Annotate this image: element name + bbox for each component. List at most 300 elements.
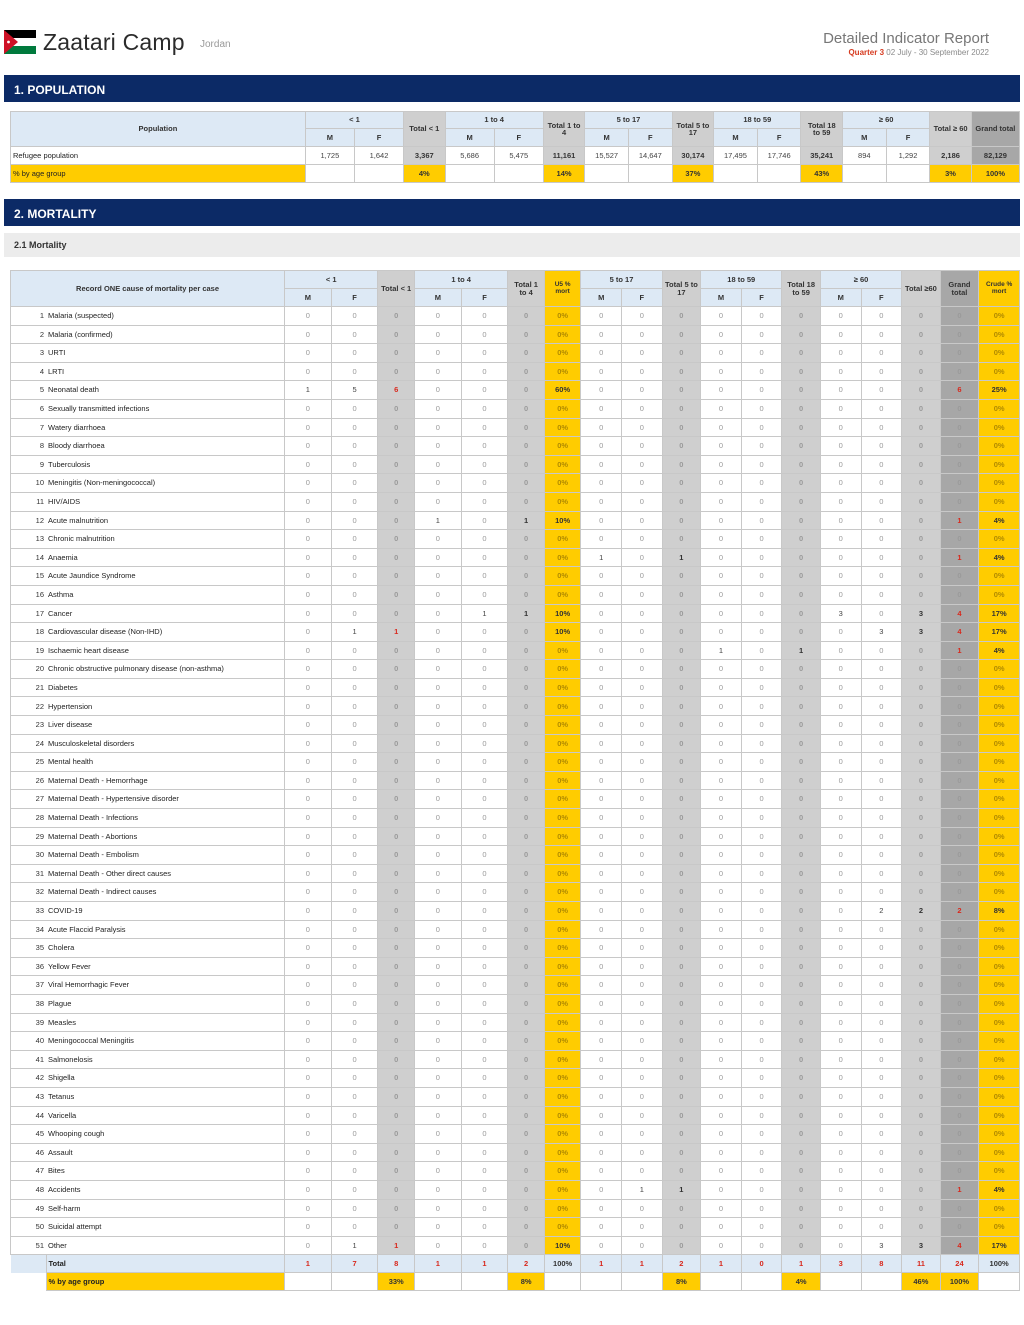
- cell: 0: [902, 307, 941, 326]
- mortality-row: [11, 641, 1020, 660]
- cell: 0: [508, 325, 545, 344]
- cell: 0: [331, 585, 378, 604]
- cell: 0: [741, 1032, 782, 1051]
- row-number: 8: [11, 437, 47, 456]
- cell: 0: [902, 511, 941, 530]
- cell: 0: [902, 1199, 941, 1218]
- row-number: 39: [11, 1013, 47, 1032]
- cause-label: Varicella: [46, 1106, 285, 1125]
- cell: 0: [581, 1106, 622, 1125]
- cell: 0: [378, 492, 415, 511]
- cell: 0: [378, 697, 415, 716]
- cell: 0%: [544, 716, 581, 735]
- cell: 0: [662, 344, 701, 363]
- cell: 0: [331, 920, 378, 939]
- cell: 0: [414, 771, 461, 790]
- cell: 0: [820, 1050, 861, 1069]
- cell: 0: [285, 1013, 332, 1032]
- cell: 0: [940, 994, 979, 1013]
- cell: 0: [378, 1032, 415, 1051]
- cell: 0: [285, 418, 332, 437]
- cell: 0: [861, 734, 902, 753]
- cell: 0: [378, 344, 415, 363]
- cell: 0: [741, 994, 782, 1013]
- cell: 0: [508, 474, 545, 493]
- cell: 0: [414, 1013, 461, 1032]
- row-number: 10: [11, 474, 47, 493]
- cell: 0: [782, 753, 821, 772]
- cell: 0: [622, 864, 663, 883]
- cell: 0: [701, 344, 742, 363]
- cell: 0: [414, 678, 461, 697]
- cell: 0: [820, 511, 861, 530]
- cell: 0: [701, 827, 742, 846]
- cell: 0: [461, 1143, 508, 1162]
- cell: 0: [581, 697, 622, 716]
- cell: 0: [662, 902, 701, 921]
- cell: [11, 1273, 47, 1291]
- cell: 0: [378, 864, 415, 883]
- cause-label: Liver disease: [46, 716, 285, 735]
- cell: 3: [820, 604, 861, 623]
- cause-label: Accidents: [46, 1180, 285, 1199]
- cell: 0: [902, 827, 941, 846]
- cell: 0: [414, 641, 461, 660]
- cell: 0%: [979, 1013, 1020, 1032]
- cell: 0: [741, 399, 782, 418]
- cell: 0%: [979, 883, 1020, 902]
- cell: 0: [461, 716, 508, 735]
- mortality-row: [11, 437, 1020, 456]
- cell: 0: [940, 1050, 979, 1069]
- cell: 0: [741, 1162, 782, 1181]
- cell: 2: [940, 902, 979, 921]
- cell: 0: [581, 418, 622, 437]
- cell: 0: [285, 994, 332, 1013]
- cell: 0%: [544, 976, 581, 995]
- cell: 0: [701, 716, 742, 735]
- cell: 0: [741, 976, 782, 995]
- cell: 0: [508, 585, 545, 604]
- cell: 0: [581, 362, 622, 381]
- cell: 0: [285, 902, 332, 921]
- cell: 0: [414, 362, 461, 381]
- cell: 0: [461, 344, 508, 363]
- cell: 0: [782, 474, 821, 493]
- cell: 0: [414, 920, 461, 939]
- cause-label: Meningococcal Meningitis: [46, 1032, 285, 1051]
- cell: 0: [461, 1125, 508, 1144]
- cell: 0: [378, 455, 415, 474]
- pop-col-m: M: [842, 129, 886, 147]
- cell: 0: [902, 474, 941, 493]
- cell: 0: [861, 362, 902, 381]
- cell: 0: [940, 771, 979, 790]
- cell: 0: [861, 864, 902, 883]
- mortality-row: [11, 1180, 1020, 1199]
- cell: 0: [940, 1106, 979, 1125]
- cell: 0: [902, 994, 941, 1013]
- cell: 0%: [979, 1199, 1020, 1218]
- cell: 0: [414, 399, 461, 418]
- cell: 0: [662, 1143, 701, 1162]
- cell: 0: [902, 790, 941, 809]
- cause-label: Meningitis (Non-meningococcal): [46, 474, 285, 493]
- cell: 0: [461, 902, 508, 921]
- cell: 0: [701, 437, 742, 456]
- mortality-row: [11, 399, 1020, 418]
- cell: 0: [414, 325, 461, 344]
- cell: 8: [861, 1255, 902, 1273]
- cell: 0: [662, 846, 701, 865]
- cell: 0: [861, 381, 902, 400]
- cell: 0: [581, 1050, 622, 1069]
- cell: 0: [285, 1199, 332, 1218]
- pop-col-gte60: ≥ 60: [842, 112, 929, 129]
- cell: 5: [331, 381, 378, 400]
- row-number: 12: [11, 511, 47, 530]
- cell: 0: [782, 1050, 821, 1069]
- cell: 0: [414, 976, 461, 995]
- cell: 0: [902, 362, 941, 381]
- cause-label: Yellow Fever: [46, 957, 285, 976]
- mort-col-total-gte60: Total ≥60: [902, 271, 941, 307]
- cell: 0: [622, 678, 663, 697]
- cell: 0: [820, 771, 861, 790]
- mortality-row: [11, 455, 1020, 474]
- cell: 0: [285, 1032, 332, 1051]
- cell: 0%: [544, 864, 581, 883]
- cause-label: Self-harm: [46, 1199, 285, 1218]
- mortality-row: [11, 381, 1020, 400]
- cell: 0: [461, 1199, 508, 1218]
- cell: 11: [902, 1255, 941, 1273]
- cell: 0: [581, 344, 622, 363]
- cause-label: Acute Flaccid Paralysis: [46, 920, 285, 939]
- cell: 0: [701, 939, 742, 958]
- cell: 0: [940, 1069, 979, 1088]
- cell: 0: [861, 939, 902, 958]
- cell: 0: [622, 474, 663, 493]
- cell: 0: [331, 753, 378, 772]
- cause-label: Maternal Death - Infections: [46, 809, 285, 828]
- cell: 0: [414, 846, 461, 865]
- cell: 0: [861, 474, 902, 493]
- cell: 0: [782, 623, 821, 642]
- mortality-pct-row: [11, 1273, 1020, 1291]
- cell: 0: [902, 1180, 941, 1199]
- cell: 0: [782, 381, 821, 400]
- cell: 0: [622, 939, 663, 958]
- cell: 0: [782, 994, 821, 1013]
- pop-col-f: F: [886, 129, 930, 147]
- cell: 0: [581, 1199, 622, 1218]
- cell: 0: [782, 1162, 821, 1181]
- cell: 0: [902, 548, 941, 567]
- row-number: 42: [11, 1069, 47, 1088]
- cell: 7: [331, 1255, 378, 1273]
- cell: 0: [662, 381, 701, 400]
- mortality-row: [11, 1162, 1020, 1181]
- pop-col-total-5to17: Total 5 to 17: [672, 112, 713, 147]
- cell: 0: [701, 976, 742, 995]
- cell: 0: [782, 716, 821, 735]
- pop-col-f: F: [628, 129, 672, 147]
- cell: 0: [331, 511, 378, 530]
- cell: 0: [820, 883, 861, 902]
- cell: 0: [782, 530, 821, 549]
- cell: 0: [782, 567, 821, 586]
- cell: 0: [285, 753, 332, 772]
- mortality-row: [11, 1143, 1020, 1162]
- cell: 0: [285, 678, 332, 697]
- cell: 0: [622, 344, 663, 363]
- cell: 0: [701, 864, 742, 883]
- cell: 0: [508, 883, 545, 902]
- cell: 0: [662, 753, 701, 772]
- row-number: 38: [11, 994, 47, 1013]
- cell: 0: [622, 381, 663, 400]
- cell: 14,647: [628, 147, 672, 165]
- cell: 0: [741, 771, 782, 790]
- cell: 0%: [544, 492, 581, 511]
- cell: 0: [285, 1218, 332, 1237]
- mortality-row: [11, 771, 1020, 790]
- mortality-row: [11, 902, 1020, 921]
- row-number: 34: [11, 920, 47, 939]
- cell: 0: [622, 511, 663, 530]
- cell: 0: [414, 604, 461, 623]
- cell: 10%: [544, 511, 581, 530]
- cell: 0: [940, 1162, 979, 1181]
- cell: 0: [782, 1032, 821, 1051]
- cell: 0: [741, 437, 782, 456]
- cause-label: Cholera: [46, 939, 285, 958]
- cell: 0%: [979, 771, 1020, 790]
- cell: 0: [622, 623, 663, 642]
- cell: 1: [581, 548, 622, 567]
- cell: 0: [378, 827, 415, 846]
- cell: [585, 165, 629, 183]
- cell: 0%: [544, 1125, 581, 1144]
- cell: 17%: [979, 1236, 1020, 1255]
- cell: 0: [378, 1050, 415, 1069]
- cell: 1: [461, 1255, 508, 1273]
- cell: 0: [331, 809, 378, 828]
- cell: 3: [861, 1236, 902, 1255]
- row-number: 45: [11, 1125, 47, 1144]
- cell: 0: [861, 1162, 902, 1181]
- cell: 0: [331, 399, 378, 418]
- cell: 0: [581, 641, 622, 660]
- cause-label: Plague: [46, 994, 285, 1013]
- cell: 0: [622, 827, 663, 846]
- cell: [544, 1273, 581, 1291]
- cell: 0: [940, 753, 979, 772]
- cell: 0%: [979, 1050, 1020, 1069]
- mortality-row: [11, 827, 1020, 846]
- cell: 0: [378, 307, 415, 326]
- cell: 0: [701, 1032, 742, 1051]
- cell: 0: [741, 1236, 782, 1255]
- cell: 0: [782, 1087, 821, 1106]
- row-number: 35: [11, 939, 47, 958]
- mortality-row: [11, 957, 1020, 976]
- pop-col-m: M: [714, 129, 758, 147]
- cell: 4: [940, 623, 979, 642]
- cell: 0: [861, 307, 902, 326]
- cell: 0: [940, 455, 979, 474]
- cell: 0: [902, 957, 941, 976]
- cell: 0: [508, 1069, 545, 1088]
- cell: 0: [378, 1199, 415, 1218]
- mortality-row: [11, 883, 1020, 902]
- cell: 0: [414, 1106, 461, 1125]
- cell: [714, 165, 758, 183]
- cell: 0: [414, 697, 461, 716]
- cell: 0: [820, 809, 861, 828]
- row-number: 46: [11, 1143, 47, 1162]
- cell: 0: [820, 474, 861, 493]
- pop-col-total-1to4: Total 1 to 4: [543, 112, 584, 147]
- cell: 0: [508, 957, 545, 976]
- cell: 0: [902, 530, 941, 549]
- cell: 0: [701, 381, 742, 400]
- cell: 0: [414, 623, 461, 642]
- cell: 3: [820, 1255, 861, 1273]
- cell: 0: [741, 697, 782, 716]
- cell: 0: [820, 381, 861, 400]
- cell: 0: [820, 1069, 861, 1088]
- cell: 0: [902, 455, 941, 474]
- cell: 0: [331, 567, 378, 586]
- cell: 0: [414, 1218, 461, 1237]
- mortality-row: [11, 1218, 1020, 1237]
- cell: 0: [741, 362, 782, 381]
- cause-label: Chronic malnutrition: [46, 530, 285, 549]
- cell: 0: [701, 567, 742, 586]
- row-number: 2: [11, 325, 47, 344]
- cell: 0: [508, 902, 545, 921]
- cell: 0: [782, 697, 821, 716]
- cause-label: Maternal Death - Abortions: [46, 827, 285, 846]
- cell: 0: [581, 437, 622, 456]
- cell: 0: [782, 604, 821, 623]
- cell: 0: [741, 734, 782, 753]
- cell: 10%: [544, 604, 581, 623]
- cell: 0: [940, 809, 979, 828]
- cell: 0: [508, 976, 545, 995]
- cell: 0: [581, 1069, 622, 1088]
- cell: 0: [461, 1032, 508, 1051]
- cause-label: Measles: [46, 1013, 285, 1032]
- cell: 0: [701, 1162, 742, 1181]
- cell: 0: [902, 641, 941, 660]
- cell: 0: [902, 399, 941, 418]
- cell: 0: [902, 437, 941, 456]
- cell: 0: [741, 1255, 782, 1273]
- cell: 0: [378, 548, 415, 567]
- cell: 0: [414, 418, 461, 437]
- cell: 0: [331, 641, 378, 660]
- cell: 0: [622, 846, 663, 865]
- cell: 0: [378, 641, 415, 660]
- cell: 0%: [544, 697, 581, 716]
- cell: 0: [414, 734, 461, 753]
- cell: 0: [741, 957, 782, 976]
- cell: 0: [782, 399, 821, 418]
- cell: 0: [581, 492, 622, 511]
- cell: 0: [285, 399, 332, 418]
- cause-label: Acute malnutrition: [46, 511, 285, 530]
- cell: 0: [461, 1218, 508, 1237]
- cell: 0: [782, 846, 821, 865]
- cell: 1,292: [886, 147, 930, 165]
- mortality-row: [11, 362, 1020, 381]
- cell: 0: [820, 902, 861, 921]
- cell: 0: [940, 399, 979, 418]
- cell: 0: [622, 883, 663, 902]
- cell: 0: [581, 1218, 622, 1237]
- cell: 0: [940, 827, 979, 846]
- cell: 0: [861, 1032, 902, 1051]
- row-number: 44: [11, 1106, 47, 1125]
- mortality-row: [11, 1013, 1020, 1032]
- cell: 0: [461, 418, 508, 437]
- cell: 0: [701, 1199, 742, 1218]
- row-number: 47: [11, 1162, 47, 1181]
- cell: 0: [662, 883, 701, 902]
- cell: 0: [940, 697, 979, 716]
- cell: 0: [414, 1143, 461, 1162]
- cell: 0: [581, 920, 622, 939]
- cause-label: Asthma: [46, 585, 285, 604]
- cell: 0: [701, 325, 742, 344]
- cell: 0: [285, 697, 332, 716]
- cell: 0: [940, 976, 979, 995]
- cell: 0: [902, 864, 941, 883]
- cause-label: Bites: [46, 1162, 285, 1181]
- cell: 0%: [544, 418, 581, 437]
- cell: 0: [461, 957, 508, 976]
- cell: 0: [662, 1032, 701, 1051]
- cell: 0: [581, 511, 622, 530]
- mortality-row: [11, 1199, 1020, 1218]
- cell: 0: [741, 567, 782, 586]
- cell: 1: [331, 1236, 378, 1255]
- cell: 0: [285, 827, 332, 846]
- cell: 0: [581, 307, 622, 326]
- cell: 0: [581, 864, 622, 883]
- cell: 0: [861, 1087, 902, 1106]
- cell: [979, 1273, 1020, 1291]
- cell: 4%: [979, 1180, 1020, 1199]
- pop-col-total-18to59: Total 18 to 59: [801, 112, 842, 147]
- cell: 0%: [979, 530, 1020, 549]
- cell: 0: [820, 734, 861, 753]
- cell: 0: [701, 1069, 742, 1088]
- cell: 0: [902, 883, 941, 902]
- cell: 0%: [544, 1162, 581, 1181]
- cell: 0: [940, 660, 979, 679]
- cell: 0%: [979, 957, 1020, 976]
- cell: 0: [701, 697, 742, 716]
- cell: 1: [940, 641, 979, 660]
- cell: 0: [508, 1199, 545, 1218]
- cell: 0%: [979, 418, 1020, 437]
- cell: 0%: [979, 827, 1020, 846]
- cell: 1: [662, 1180, 701, 1199]
